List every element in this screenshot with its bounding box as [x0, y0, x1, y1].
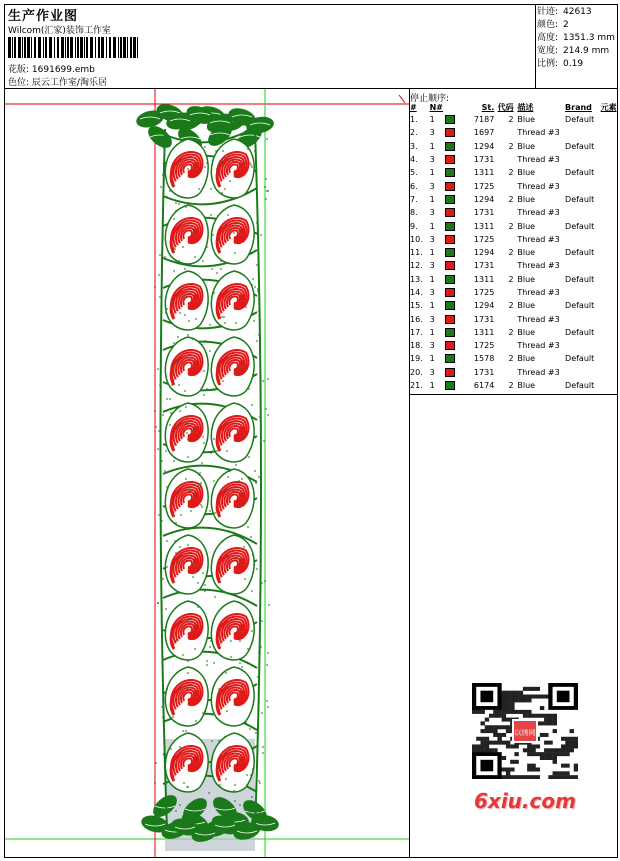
row-element: [601, 126, 620, 139]
row-needle: 1: [429, 194, 435, 204]
row-description: Blue: [517, 354, 536, 364]
thread-color-swatch: [445, 168, 455, 177]
row-swatch: [445, 259, 457, 272]
row-index: 13.: [410, 274, 423, 284]
table-row: [410, 339, 620, 352]
table-row: [410, 126, 620, 139]
row-description: Thread #3: [517, 155, 560, 165]
table-row: [410, 259, 620, 272]
row-stitches: 1311: [473, 274, 495, 284]
row-index: 6.: [410, 181, 418, 191]
col-needle: N#: [429, 102, 443, 112]
row-element: [601, 379, 620, 392]
row-description: Blue: [517, 115, 536, 125]
row-brand: [565, 259, 601, 272]
row-stitches: 1578: [473, 354, 495, 364]
row-index: 8.: [410, 208, 418, 218]
stat-scale: 比例: 0.19: [537, 59, 584, 69]
row-swatch: [445, 206, 457, 219]
row-code: 2: [508, 274, 514, 284]
row-brand: Default: [565, 301, 595, 311]
row-index: 2.: [410, 128, 418, 138]
row-description: Blue: [517, 141, 536, 151]
row-description: Thread #3: [517, 288, 560, 297]
row-element: [601, 219, 620, 232]
row-description: Thread #3: [517, 208, 560, 218]
colorway-label: 色位:: [8, 78, 30, 88]
sequence-divider: [409, 394, 618, 395]
thread-color-swatch: [445, 155, 455, 164]
design-file-label: 花版:: [8, 65, 30, 75]
row-element: [601, 352, 620, 365]
row-element: [601, 286, 620, 299]
row-brand: Default: [565, 354, 595, 364]
table-row: [410, 206, 620, 219]
row-swatch: [445, 219, 457, 232]
col-brand: Brand: [565, 102, 592, 112]
row-needle: 3: [429, 208, 435, 218]
row-swatch: [445, 366, 457, 379]
col-description: 描述: [517, 102, 534, 112]
thread-color-swatch: [445, 381, 455, 390]
row-needle: 1: [429, 354, 435, 364]
row-code: [494, 206, 513, 219]
row-swatch: [445, 126, 457, 139]
row-index: 3.: [410, 141, 418, 151]
row-element: [601, 140, 620, 153]
row-index: 21.: [410, 381, 423, 391]
row-index: 20.: [410, 367, 423, 377]
watermark-brand: 6xiu.com: [474, 789, 576, 813]
row-element: [601, 193, 620, 206]
row-stitches: 1294: [473, 141, 495, 151]
row-stitches: 1731: [473, 367, 495, 377]
row-needle: 3: [429, 155, 435, 165]
row-description: Thread #3: [517, 234, 560, 244]
row-code: 2: [508, 115, 514, 125]
row-needle: 3: [429, 181, 435, 191]
row-stitches: 1311: [473, 221, 495, 231]
row-needle: 1: [429, 115, 435, 125]
row-code: [494, 259, 513, 272]
row-brand: [565, 312, 601, 325]
row-index: 9.: [410, 221, 418, 231]
row-description: Thread #3: [517, 314, 560, 324]
qr-code-icon: [472, 683, 578, 779]
row-brand: Default: [565, 381, 595, 391]
row-code: [494, 126, 513, 139]
row-needle: 1: [429, 141, 435, 151]
row-brand: Default: [565, 168, 595, 178]
row-code: [494, 339, 513, 352]
row-stitches: 1731: [473, 314, 495, 324]
row-needle: 3: [429, 288, 435, 297]
row-swatch: [445, 273, 457, 286]
row-description: Thread #3: [517, 128, 560, 138]
stat-colors: 颜色: 2: [537, 20, 569, 30]
stop-sequence-title: 停止顺序:: [410, 94, 450, 104]
row-brand: Default: [565, 221, 595, 231]
col-code: 代码: [497, 102, 514, 112]
row-needle: 1: [429, 221, 435, 231]
table-row: [410, 219, 620, 232]
row-needle: 3: [429, 128, 435, 138]
row-element: [601, 179, 620, 192]
row-description: Blue: [517, 248, 536, 258]
thread-color-swatch: [445, 208, 455, 217]
thread-color-swatch: [445, 261, 455, 270]
row-index: 14.: [410, 288, 423, 297]
page-title: 生产作业图: [8, 9, 79, 24]
row-needle: 1: [429, 168, 435, 178]
table-row: [410, 273, 620, 286]
colorway-line: [8, 75, 107, 88]
colorway-value: 辰云工作室/淘乐居: [31, 78, 107, 88]
row-stitches: 1731: [473, 208, 495, 218]
table-header-row: [410, 101, 620, 113]
thread-color-swatch: [445, 315, 455, 324]
design-file-value: 1691699.emb: [31, 65, 95, 75]
row-brand: [565, 153, 601, 166]
barcode-icon: [8, 37, 140, 58]
row-element: [601, 113, 620, 126]
stat-height: 高度: 1351.3 mm: [537, 33, 615, 43]
row-needle: 1: [429, 301, 435, 311]
table-row: [410, 379, 620, 392]
table-row: [410, 113, 620, 126]
row-swatch: [445, 326, 457, 339]
svg-text:以绣网: 以绣网: [514, 729, 536, 737]
row-stitches: 1697: [473, 128, 495, 138]
row-description: Thread #3: [517, 181, 560, 191]
row-code: 2: [508, 327, 514, 337]
row-element: [601, 259, 620, 272]
table-row: [410, 140, 620, 153]
row-index: 16.: [410, 314, 423, 324]
row-code: [494, 179, 513, 192]
row-needle: 3: [429, 234, 435, 244]
thread-color-swatch: [445, 275, 455, 284]
row-code: 2: [508, 248, 514, 258]
table-row: [410, 193, 620, 206]
design-file-line: [8, 62, 95, 75]
row-brand: [565, 339, 601, 352]
thread-color-swatch: [445, 142, 455, 151]
row-index: 1.: [410, 115, 418, 125]
row-swatch: [445, 312, 457, 325]
row-code: 2: [508, 168, 514, 178]
row-swatch: [445, 299, 457, 312]
row-needle: 1: [429, 327, 435, 337]
row-code: 2: [508, 354, 514, 364]
row-description: Thread #3: [517, 367, 560, 377]
row-swatch: [445, 352, 457, 365]
thread-color-swatch: [445, 301, 455, 310]
stats-panel: [537, 6, 615, 71]
thread-color-swatch: [445, 128, 455, 137]
row-swatch: [445, 113, 457, 126]
row-description: Blue: [517, 221, 536, 231]
stat-width: 宽度: 214.9 mm: [537, 46, 610, 56]
row-stitches: 1294: [473, 248, 495, 258]
row-index: 10.: [410, 234, 423, 244]
row-index: 17.: [410, 327, 423, 337]
row-index: 11.: [410, 248, 423, 258]
table-row: [410, 326, 620, 339]
thread-color-swatch: [445, 235, 455, 244]
row-description: Blue: [517, 274, 536, 284]
row-element: [601, 326, 620, 339]
row-brand: Default: [565, 248, 595, 258]
row-stitches: 1725: [473, 234, 495, 244]
row-swatch: [445, 193, 457, 206]
row-swatch: [445, 246, 457, 259]
thread-color-swatch: [445, 182, 455, 191]
row-stitches: 1725: [473, 181, 495, 191]
row-brand: [565, 179, 601, 192]
row-code: 2: [508, 381, 514, 391]
row-code: [494, 286, 513, 299]
row-description: Thread #3: [517, 261, 560, 271]
table-row: [410, 312, 620, 325]
row-description: Blue: [517, 168, 536, 178]
row-stitches: 7187: [473, 115, 495, 125]
row-swatch: [445, 379, 457, 392]
row-brand: [565, 233, 601, 246]
row-stitches: 6174: [473, 381, 495, 391]
row-element: [601, 233, 620, 246]
row-stitches: 1311: [473, 327, 495, 337]
row-index: 7.: [410, 194, 418, 204]
table-row: [410, 179, 620, 192]
row-element: [601, 206, 620, 219]
row-needle: 3: [429, 261, 435, 271]
row-brand: [565, 366, 601, 379]
row-needle: 1: [429, 381, 435, 391]
row-description: Blue: [517, 327, 536, 337]
row-stitches: 1725: [473, 288, 495, 297]
row-code: 2: [508, 221, 514, 231]
row-stitches: 1725: [473, 341, 495, 351]
stats-divider: [535, 4, 536, 88]
row-stitches: 1731: [473, 261, 495, 271]
row-stitches: 1311: [473, 168, 495, 178]
thread-color-swatch: [445, 195, 455, 204]
thread-color-swatch: [445, 288, 455, 297]
table-row: [410, 153, 620, 166]
row-stitches: 1731: [473, 155, 495, 165]
row-code: [494, 312, 513, 325]
row-needle: 3: [429, 341, 435, 351]
thread-color-swatch: [445, 341, 455, 350]
row-swatch: [445, 286, 457, 299]
row-brand: [565, 206, 601, 219]
table-row: [410, 299, 620, 312]
row-code: 2: [508, 141, 514, 151]
embroidery-preview: [5, 89, 409, 857]
row-code: [494, 153, 513, 166]
thread-color-swatch: [445, 222, 455, 231]
row-needle: 1: [429, 274, 435, 284]
row-element: [601, 366, 620, 379]
row-swatch: [445, 233, 457, 246]
row-element: [601, 246, 620, 259]
row-brand: Default: [565, 274, 595, 284]
table-row: [410, 246, 620, 259]
row-index: 12.: [410, 261, 423, 271]
thread-color-swatch: [445, 328, 455, 337]
table-row: [410, 286, 620, 299]
row-needle: 3: [429, 314, 435, 324]
row-description: Thread #3: [517, 341, 560, 351]
col-stitches: St.: [481, 102, 495, 112]
row-needle: 3: [429, 367, 435, 377]
row-brand: Default: [565, 327, 595, 337]
row-swatch: [445, 179, 457, 192]
row-stitches: 1294: [473, 194, 495, 204]
row-brand: Default: [565, 194, 595, 204]
row-brand: Default: [565, 115, 595, 125]
row-stitches: 1294: [473, 301, 495, 311]
col-element: 元素: [600, 102, 617, 112]
row-index: 18.: [410, 341, 423, 351]
row-element: [601, 273, 620, 286]
stop-sequence-table: [410, 101, 620, 392]
thread-color-swatch: [445, 115, 455, 124]
row-code: 2: [508, 194, 514, 204]
row-swatch: [445, 339, 457, 352]
thread-color-swatch: [445, 368, 455, 377]
row-brand: Default: [565, 141, 595, 151]
row-code: [494, 366, 513, 379]
row-index: 5.: [410, 168, 418, 178]
row-index: 19.: [410, 354, 423, 364]
row-description: Blue: [517, 194, 536, 204]
thread-color-swatch: [445, 248, 455, 257]
row-description: Blue: [517, 381, 536, 391]
col-index: #: [410, 102, 417, 112]
table-row: [410, 352, 620, 365]
stat-stitches: 针迹: 42613: [537, 7, 592, 17]
table-row: [410, 233, 620, 246]
row-description: Blue: [517, 301, 536, 311]
row-element: [601, 299, 620, 312]
studio-name: Wilcom(汇家)装饰工作室: [8, 26, 111, 36]
row-code: 2: [508, 301, 514, 311]
thread-color-swatch: [445, 354, 455, 363]
row-element: [601, 339, 620, 352]
row-needle: 1: [429, 248, 435, 258]
row-swatch: [445, 153, 457, 166]
row-brand: [565, 286, 601, 299]
row-code: [494, 233, 513, 246]
table-row: [410, 366, 620, 379]
row-element: [601, 153, 620, 166]
row-brand: [565, 126, 601, 139]
row-swatch: [445, 166, 457, 179]
row-index: 4.: [410, 155, 418, 165]
row-element: [601, 312, 620, 325]
row-element: [601, 166, 620, 179]
row-swatch: [445, 140, 457, 153]
row-index: 15.: [410, 301, 423, 311]
table-row: [410, 166, 620, 179]
